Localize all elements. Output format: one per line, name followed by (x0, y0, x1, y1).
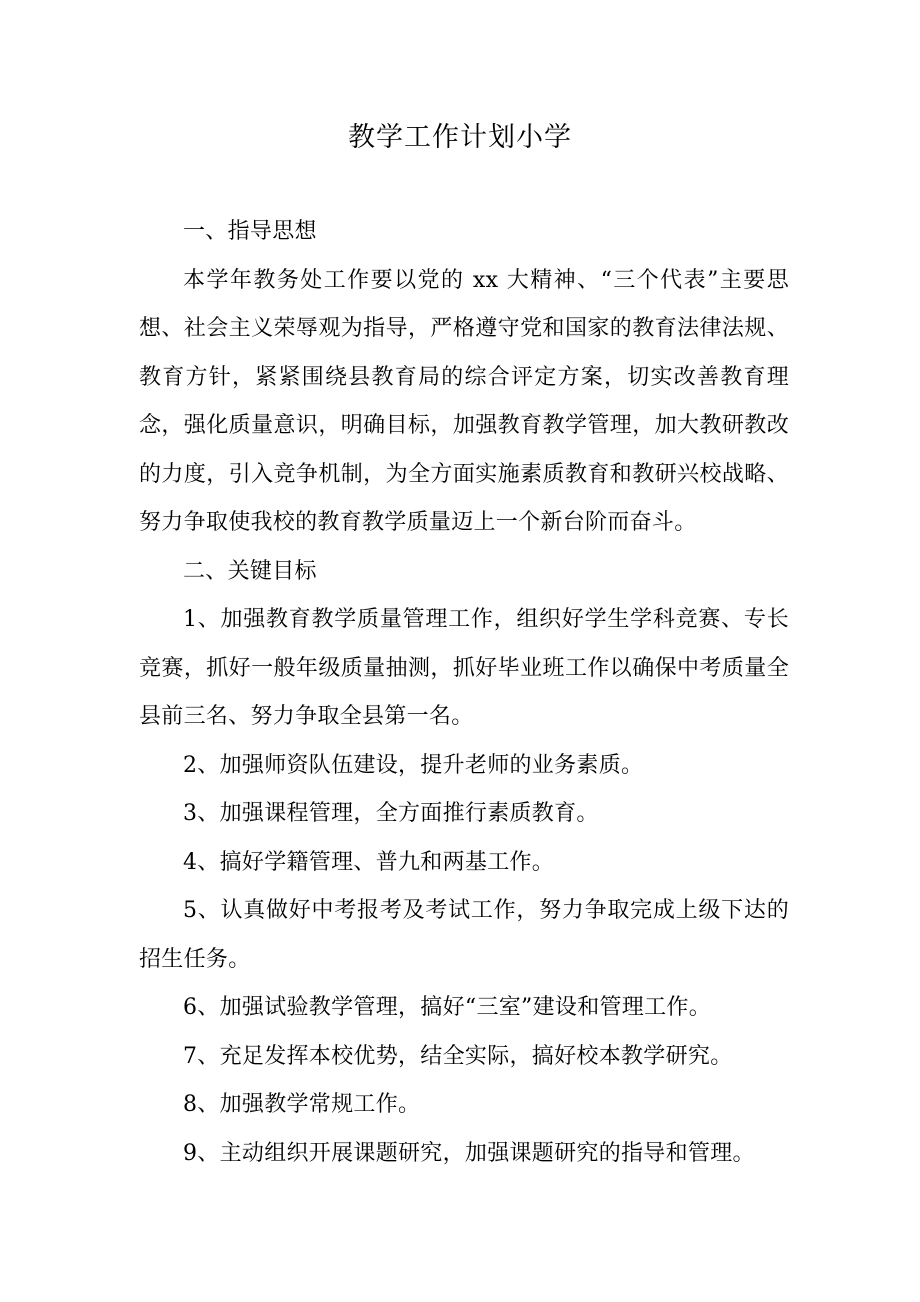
goal-item-3: 3、加强课程管理，全方面推行素质教育。 (183, 801, 599, 826)
section-heading-guiding-ideology: 一、指导思想 (183, 219, 317, 244)
goal-item-1: 1、加强教育教学质量管理工作，组织好学生学科竞赛、专长竞赛，抓好一般年级质量抽测，抓好毕业班工作以确保中考质量全县前三名、努力争取全县第一名。 (139, 607, 789, 729)
goal-item-8: 8、加强教学常规工作。 (183, 1092, 421, 1117)
section-heading-key-goals: 二、关键目标 (183, 558, 317, 584)
goal-item-7: 7、充足发挥本校优势，结全实际，搞好校本教学研究。 (183, 1043, 733, 1069)
goal-item-9: 9、主动组织开展课题研究，加强课题研究的指导和管理。 (183, 1140, 755, 1166)
goal-item-5: 5、认真做好中考报考及考试工作，努力争取完成上级下达的招生任务。 (139, 898, 789, 972)
document-body (139, 208, 789, 1178)
goal-item-4: 4、搞好学籍管理、普九和两基工作。 (183, 849, 555, 875)
goal-item-2: 2、加强师资队伍建设，提升老师的业务素质。 (183, 752, 644, 778)
document-title: 教学工作计划小学 (348, 122, 572, 153)
goal-item-6: 6、加强试验教学管理，搞好“三室”建设和管理工作。 (183, 995, 711, 1020)
paragraph-guiding-ideology: 本学年教务处工作要以党的 xx 大精神、“三个代表”主要思想、社会主义荣辱观为指导，严格遵守党和国家的教育法律法规、教育方针，紧紧围绕县教育局的综合评定方案，切实改善教育理念，强化质量意识，明确目标，加强教育教学管理，加大教研教改的力度，引入竞争机制，为全方面实施素质教育和教研兴校战略、努力争取使我校的教育教学质量迈上一个新台阶而奋斗。 (139, 267, 789, 535)
